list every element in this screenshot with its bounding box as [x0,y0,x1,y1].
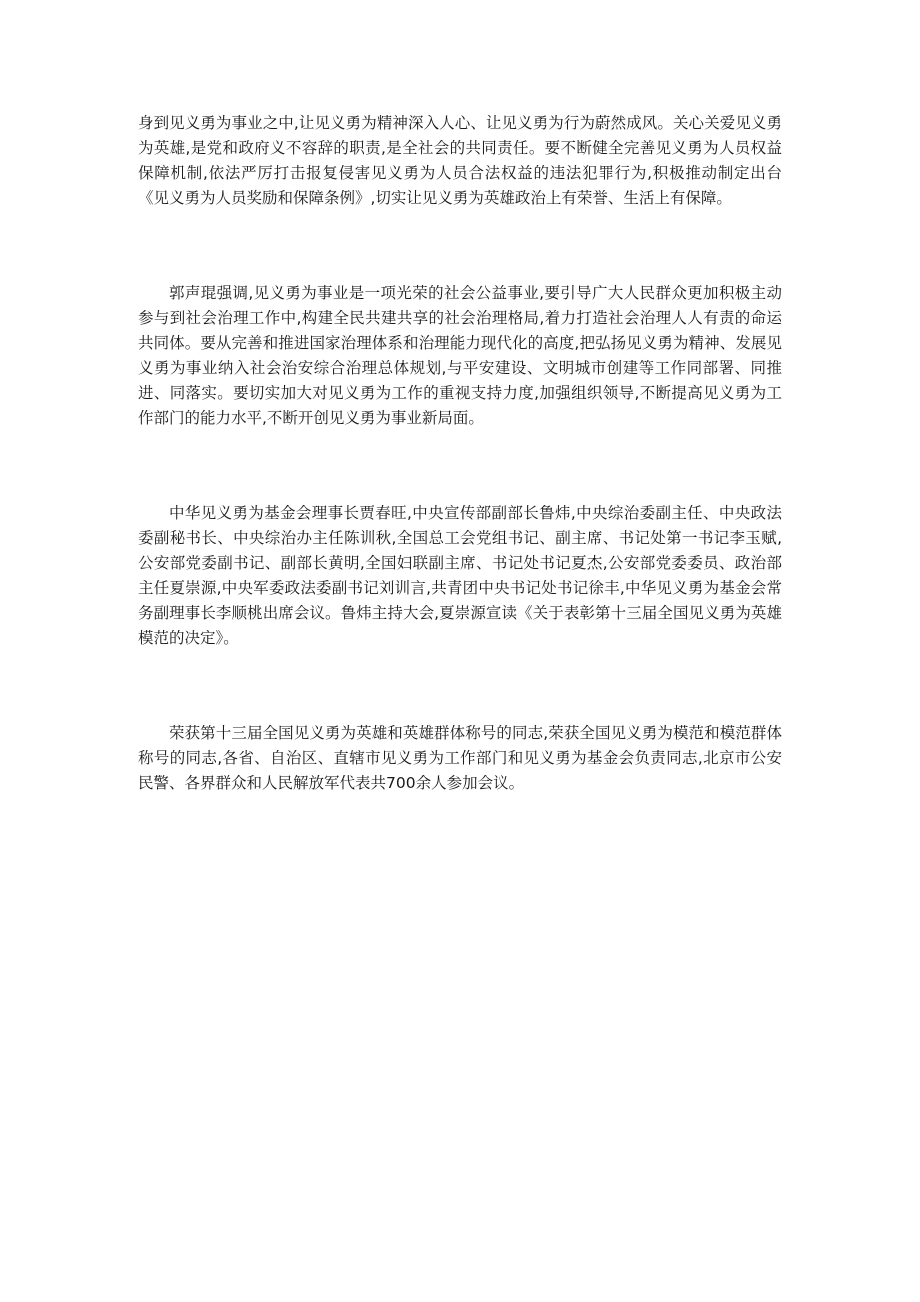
paragraph-guo-shengkun-remarks: 郭声琨强调,见义勇为事业是一项光荣的社会公益事业,要引导广大人民群众更加积极主动参与到社会治理工作中,构建全民共建共享的社会治理格局,着力打造社会治理人人有责的命运共同体。要从完善和推进国家治理体系和治理能力现代化的高度,把弘扬见义勇为精神、发展见义勇为事业纳入社会治安综合治理总体规划,与平安建设、文明城市创建等工作同部署、同推进、同落实。要切实加大对见义勇为工作的重视支持力度,加强组织领导,不断提高见义勇为工作部门的能力水平,不断开创见义勇为事业新局面。 [138,284,782,427]
paragraph-participants: 荣获第十三届全国见义勇为英雄和英雄群体称号的同志,荣获全国见义勇为模范和模范群体称号的同志,各省、自治区、直辖市见义勇为工作部门和见义勇为基金会负责同志,北京市公安民警、各界群众和人民解放军代表共700余人参加会议。 [138,724,782,792]
paragraph-attendees: 中华见义勇为基金会理事长贾春旺,中央宣传部副部长鲁炜,中央综治委副主任、中央政法委副秘书长、中央综治办主任陈训秋,全国总工会党组书记、副主席、书记处第一书记李玉赋,公安部党委副书记、副部长黄明,全国妇联副主席、书记处书记夏杰,公安部党委委员、政治部主任夏崇源,中央军委政法委副书记刘训言,共青团中央书记处书记徐丰,中华见义勇为基金会常务副理事长李顺桃出席会议。鲁炜主持大会,夏崇源宣读《关于表彰第十三届全国见义勇为英雄模范的决定》。 [138,504,782,647]
document-body [138,111,782,796]
paragraph-continuation: 身到见义勇为事业之中,让见义勇为精神深入人心、让见义勇为行为蔚然成风。关心关爱见义勇为英雄,是党和政府义不容辞的职责,是全社会的共同责任。要不断健全完善见义勇为人员权益保障机制,依法严厉打击报复侵害见义勇为人员合法权益的违法犯罪行为,积极推动制定出台《见义勇为人员奖励和保障条例》,切实让见义勇为英雄政治上有荣誉、生活上有保障。 [138,114,782,207]
